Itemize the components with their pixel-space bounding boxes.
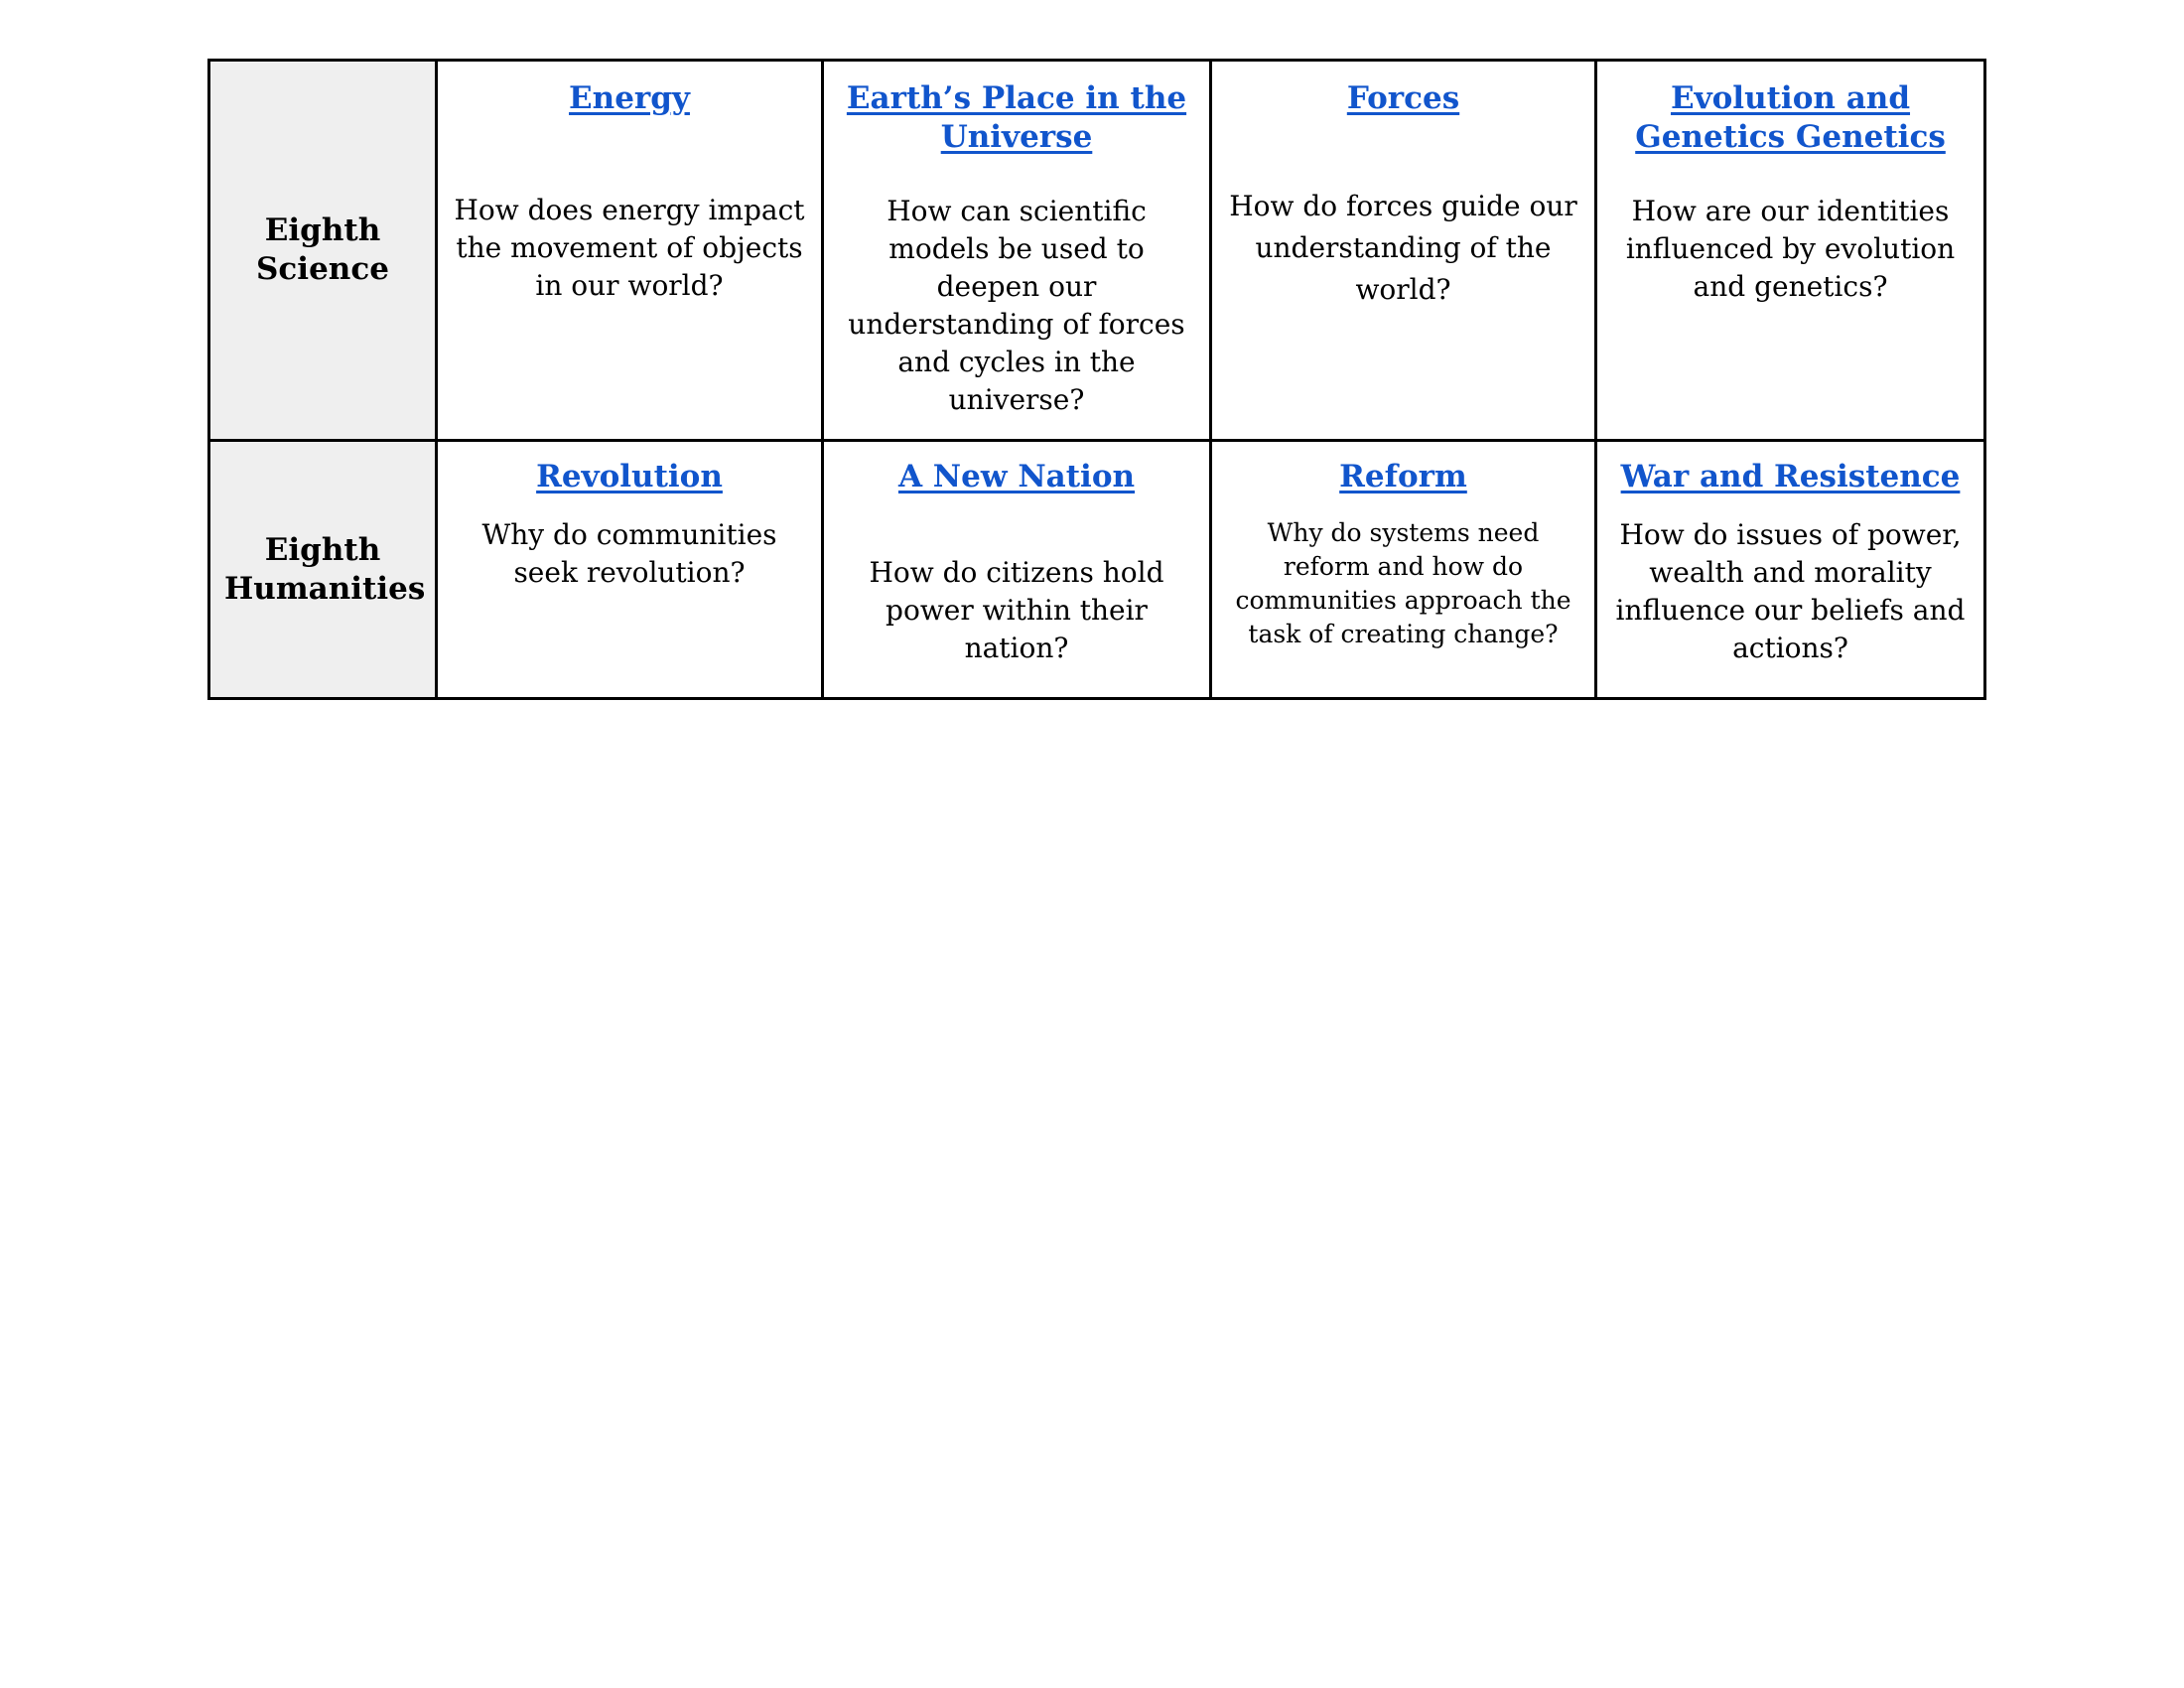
unit-cell xyxy=(437,61,823,441)
unit-title-link[interactable]: Forces xyxy=(1346,80,1460,116)
unit-question: How are our identities influenced by evolution and genetics? xyxy=(1625,195,1956,303)
unit-title-link[interactable]: A New Nation xyxy=(897,459,1136,494)
row-label-line: Eighth xyxy=(264,531,381,568)
table-row xyxy=(209,61,1985,441)
unit-title-link[interactable]: War and Resistence xyxy=(1620,459,1961,494)
unit-question: How does energy impact the movement of objects in our world? xyxy=(454,194,805,302)
curriculum-units-table xyxy=(207,59,1986,700)
unit-question: How do citizens hold power within their nation? xyxy=(869,556,1164,664)
row-label-line: Humanities xyxy=(224,570,426,607)
unit-question: Why do systems need reform and how do communities approach the task of creating change? xyxy=(1235,518,1571,648)
unit-cell xyxy=(1596,441,1985,699)
unit-cell xyxy=(823,441,1211,699)
unit-question: How can scientific models be used to deepen our understanding of forces and cycles in the universe? xyxy=(848,195,1185,416)
unit-cell xyxy=(1211,61,1596,441)
unit-question: How do forces guide our understanding of the world? xyxy=(1229,190,1577,306)
unit-cell xyxy=(1211,441,1596,699)
table-row xyxy=(209,441,1985,699)
row-label xyxy=(209,61,437,441)
unit-title-link[interactable]: Earth’s Place in the Universe xyxy=(846,80,1187,155)
unit-cell xyxy=(437,441,823,699)
unit-title-link[interactable]: Energy xyxy=(569,80,690,116)
row-label-line: Eighth xyxy=(264,212,381,248)
row-label xyxy=(209,441,437,699)
unit-title-link[interactable]: Evolution and Genetics Genetics xyxy=(1635,80,1946,155)
unit-title-link[interactable]: Reform xyxy=(1339,459,1467,494)
unit-cell xyxy=(823,61,1211,441)
unit-question: Why do communities seek revolution? xyxy=(481,518,777,589)
unit-cell xyxy=(1596,61,1985,441)
unit-question: How do issues of power, wealth and morality influence our beliefs and actions? xyxy=(1615,518,1966,664)
row-label-line: Science xyxy=(256,251,389,287)
unit-title-link[interactable]: Revolution xyxy=(536,459,723,494)
